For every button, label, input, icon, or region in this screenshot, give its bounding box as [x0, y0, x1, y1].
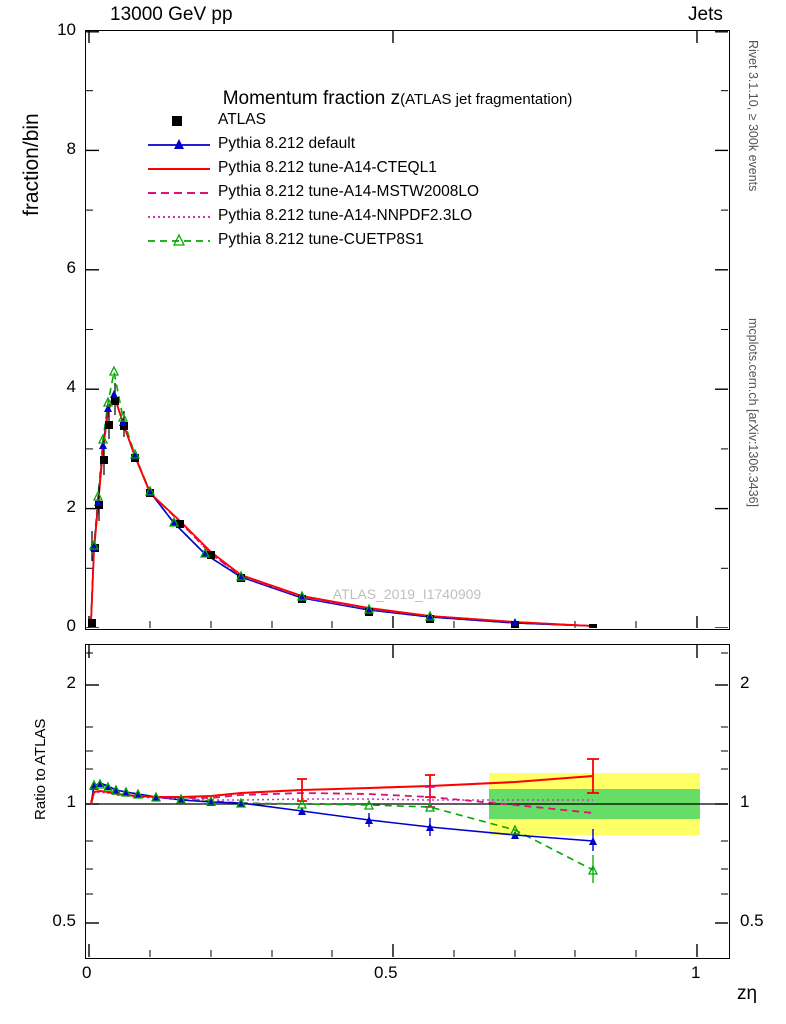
legend-item-atlas[interactable] — [146, 109, 546, 133]
main-ytick-8: 8 — [66, 139, 76, 158]
header-right-label: Jets — [688, 4, 723, 25]
ratio-plot-panel — [85, 644, 730, 959]
legend — [146, 109, 546, 253]
main-ytick-10: 10 — [57, 20, 76, 39]
legend-marker-a14-nnpdf23lo — [146, 205, 212, 229]
legend-marker-a14-cteql1 — [146, 157, 212, 181]
x-tick-1: 1 — [691, 963, 701, 982]
legend-marker-a14-mstw2008lo — [146, 181, 212, 205]
ratio-ytick-right-05: 0.5 — [740, 911, 764, 930]
main-ytick-6: 6 — [66, 258, 76, 277]
main-ytick-2: 2 — [66, 497, 76, 516]
legend-marker-atlas — [146, 109, 212, 133]
ratio-ytick-right-2: 2 — [740, 673, 750, 692]
main-ylabel: fraction/bin — [20, 113, 43, 216]
legend-marker-default — [146, 133, 212, 157]
mcplots-source-caption: mcplots.cern.ch [arXiv:1306.3436] — [746, 318, 760, 507]
ratio-plot-svg — [86, 645, 728, 957]
ratio-ytick-left-2: 2 — [66, 673, 76, 692]
legend-item-cuetp8s1[interactable] — [146, 229, 546, 253]
legend-item-a14-mstw2008lo[interactable] — [146, 181, 546, 205]
main-ytick-4: 4 — [66, 377, 76, 396]
x-tick-0: 0 — [82, 963, 92, 982]
main-ytick-0: 0 — [66, 616, 76, 635]
legend-item-a14-nnpdf23lo[interactable] — [146, 205, 546, 229]
x-tick-05: 0.5 — [374, 963, 398, 982]
dataset-watermark: ATLAS_2019_I1740909 — [332, 586, 482, 602]
x-axis-label: zη — [737, 983, 758, 1004]
ratio-ytick-right-1: 1 — [740, 792, 750, 811]
header-left-label: 13000 GeV pp — [110, 4, 233, 25]
legend-label: Pythia 8.212 tune-A14-MSTW2008LO — [218, 183, 480, 200]
legend-label: ATLAS — [218, 111, 266, 128]
rivet-version-caption: Rivet 3.1.10, ≥ 300k events — [746, 40, 760, 192]
legend-label: Pythia 8.212 tune-A14-NNPDF2.3LO — [218, 207, 473, 224]
legend-label: Pythia 8.212 default — [218, 135, 356, 152]
legend-label: Pythia 8.212 tune-CUETP8S1 — [218, 231, 424, 248]
main-plot-panel — [85, 30, 730, 630]
legend-marker-cuetp8s1 — [146, 229, 212, 253]
legend-item-a14-cteql1[interactable] — [146, 157, 546, 181]
ratio-ytick-left-05: 0.5 — [52, 911, 76, 930]
ratio-ytick-left-1: 1 — [66, 792, 76, 811]
main-plot-title: Momentum fraction z(ATLAS jet fragmentation) — [222, 88, 573, 109]
legend-label: Pythia 8.212 tune-A14-CTEQL1 — [218, 159, 437, 176]
ratio-ylabel: Ratio to ATLAS — [32, 718, 49, 820]
legend-item-default[interactable] — [146, 133, 546, 157]
